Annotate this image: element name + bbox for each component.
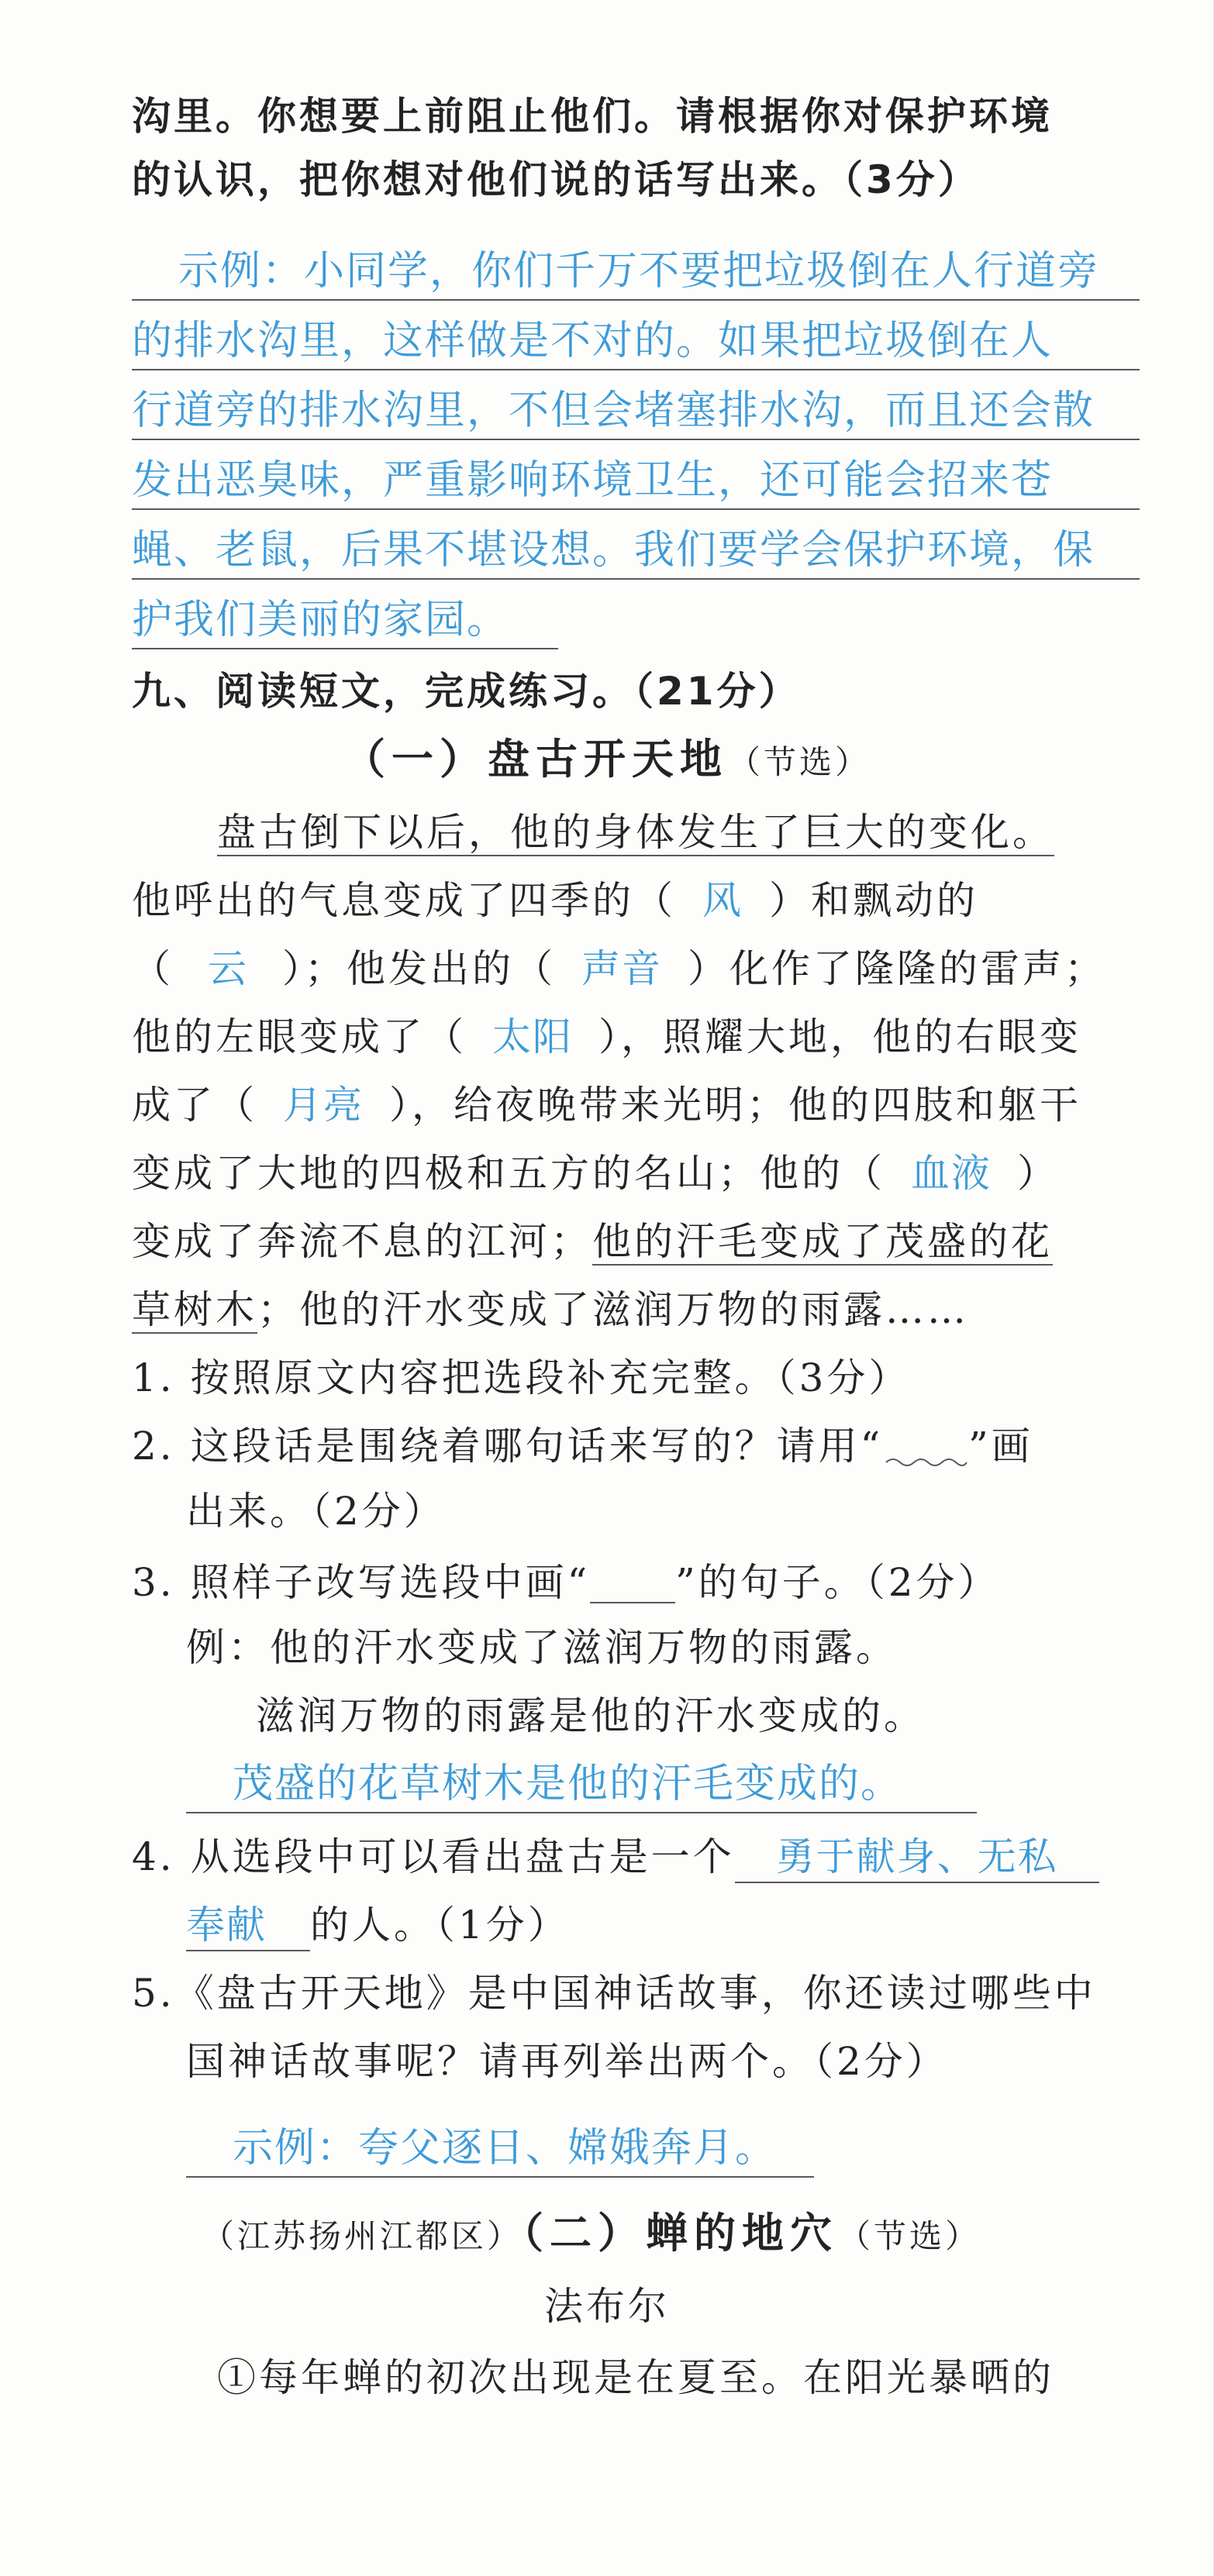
answer-blood: 血液 <box>911 1151 992 1196</box>
text: 2. 这段话是围绕着哪句话来写的？请用“ <box>132 1424 884 1469</box>
passage-1-para-6 <box>132 1149 1140 1198</box>
topic-sentence: 盘古倒下以后，他的身体发生了巨大的变化。 <box>217 810 1054 855</box>
question-3-example-1: 例：他的汗水变成了滋润万物的雨露。 <box>186 1625 898 1670</box>
question-1: 1. 按照原文内容把选段补充完整。（3分） <box>132 1355 911 1400</box>
text: ）和飘动的 <box>769 878 978 923</box>
passage-1-para-4 <box>132 1012 1140 1062</box>
example-answer-line-3: 行道旁的排水沟里，不但会堵塞排水沟，而且还会散 <box>132 386 1140 440</box>
question-5-line-2: 国神话故事呢？请再列举出两个。（2分） <box>186 2039 948 2084</box>
passage-1-para-1 <box>217 808 1214 857</box>
text: ），给夜晚带来光明；他的四肢和躯干 <box>389 1083 1081 1128</box>
answer-cloud: 云 <box>208 946 248 991</box>
text: 变成了大地的四极和五方的名山；他的（ <box>132 1151 885 1196</box>
wavy-line-sample <box>883 1432 968 1466</box>
text: 的人。（1分） <box>310 1903 570 1947</box>
question-4-line-1 <box>132 1832 1140 1883</box>
straight-line-sample <box>590 1568 675 1603</box>
text: ”的句子。（2分） <box>675 1560 1000 1605</box>
question-3-example-2: 滋润万物的雨露是他的汗水变成的。 <box>256 1693 926 1738</box>
passage-1-para-7 <box>132 1217 1140 1266</box>
target-sentence-part-1: 他的汗毛变成了茂盛的花 <box>592 1219 1053 1264</box>
question-4-line-2 <box>186 1900 1194 1951</box>
passage-1-note: （节选） <box>727 743 871 781</box>
passage-2-source: （江苏扬州江都区） <box>202 2217 523 2255</box>
answer-moon: 月亮 <box>283 1083 364 1128</box>
text: ），照耀大地，他的右眼变 <box>598 1014 1081 1059</box>
passage-2-para-1: ①每年蝉的初次出现是在夏至。在阳光暴晒的 <box>217 2355 1054 2400</box>
text: 3. 照样子改写选段中画“ <box>132 1560 591 1605</box>
question-5-answer: 示例：夸父逐日、嫦娥奔月。 <box>186 2123 814 2178</box>
question-5-line-1: 5.《盘古开天地》是中国神话故事，你还读过哪些中 <box>132 1971 1096 2016</box>
passage-1-para-2 <box>132 876 1140 925</box>
passage-1-title-row <box>0 735 1214 787</box>
passage-2-title-row <box>202 2209 1209 2261</box>
answer-wind: 风 <box>702 878 743 923</box>
question-4-answer-part-1: 勇于献身、无私 <box>735 1832 1099 1883</box>
question-2-line-2: 出来。（2分） <box>186 1489 446 1534</box>
answer-sun: 太阳 <box>492 1014 573 1059</box>
text: ）化作了隆隆的雷声； <box>688 946 1106 991</box>
intro-line-2: 的认识，把你想对他们说的话写出来。（3分） <box>132 157 980 202</box>
text: ；他的汗水变成了滋润万物的雨露…… <box>257 1287 969 1332</box>
question-3 <box>132 1558 1140 1607</box>
question-2-line-1 <box>132 1421 1140 1471</box>
passage-1-para-5 <box>132 1080 1140 1130</box>
example-answer-line-1: 示例：小同学，你们千万不要把垃圾倒在人行道旁 <box>132 246 1140 301</box>
text: 他呼出的气息变成了四季的（ <box>132 878 676 923</box>
text: 成了（ <box>132 1083 257 1128</box>
question-4-answer-part-2: 奉献 <box>186 1900 310 1951</box>
passage-2-note: （节选） <box>838 2217 981 2255</box>
text: 他的左眼变成了（ <box>132 1014 467 1059</box>
passage-1-para-8 <box>132 1285 1140 1334</box>
text: ） <box>1017 1151 1059 1196</box>
example-answer-line-5: 蝇、老鼠，后果不堪设想。我们要学会保护环境，保 <box>132 525 1140 580</box>
passage-2-title: （二）蝉的地穴 <box>523 2209 839 2257</box>
question-3-answer: 茂盛的花草树木是他的汗毛变成的。 <box>186 1759 977 1813</box>
passage-1-title: （一）盘古开天地 <box>343 735 728 783</box>
text: 4. 从选段中可以看出盘古是一个 <box>132 1834 735 1879</box>
text: （ <box>132 946 174 991</box>
text: ）；他发出的（ <box>282 946 556 991</box>
answer-sound: 声音 <box>581 946 662 991</box>
passage-1-para-3 <box>132 944 1140 994</box>
example-answer-line-4: 发出恶臭味，严重影响环境卫生，还可能会招来苍 <box>132 456 1140 510</box>
text: ”画 <box>968 1424 1033 1469</box>
intro-line-1: 沟里。你想要上前阻止他们。请根据你对保护环境 <box>132 94 1053 139</box>
example-answer-line-6: 护我们美丽的家园。 <box>132 595 558 649</box>
target-sentence-part-2: 草树木 <box>132 1287 257 1332</box>
text: 变成了奔流不息的江河； <box>132 1219 592 1264</box>
example-answer-line-2: 的排水沟里，这样做是不对的。如果把垃圾倒在人 <box>132 316 1140 370</box>
passage-2-author: 法布尔 <box>544 2284 670 2329</box>
section-heading: 九、阅读短文，完成练习。（21分） <box>132 669 801 714</box>
